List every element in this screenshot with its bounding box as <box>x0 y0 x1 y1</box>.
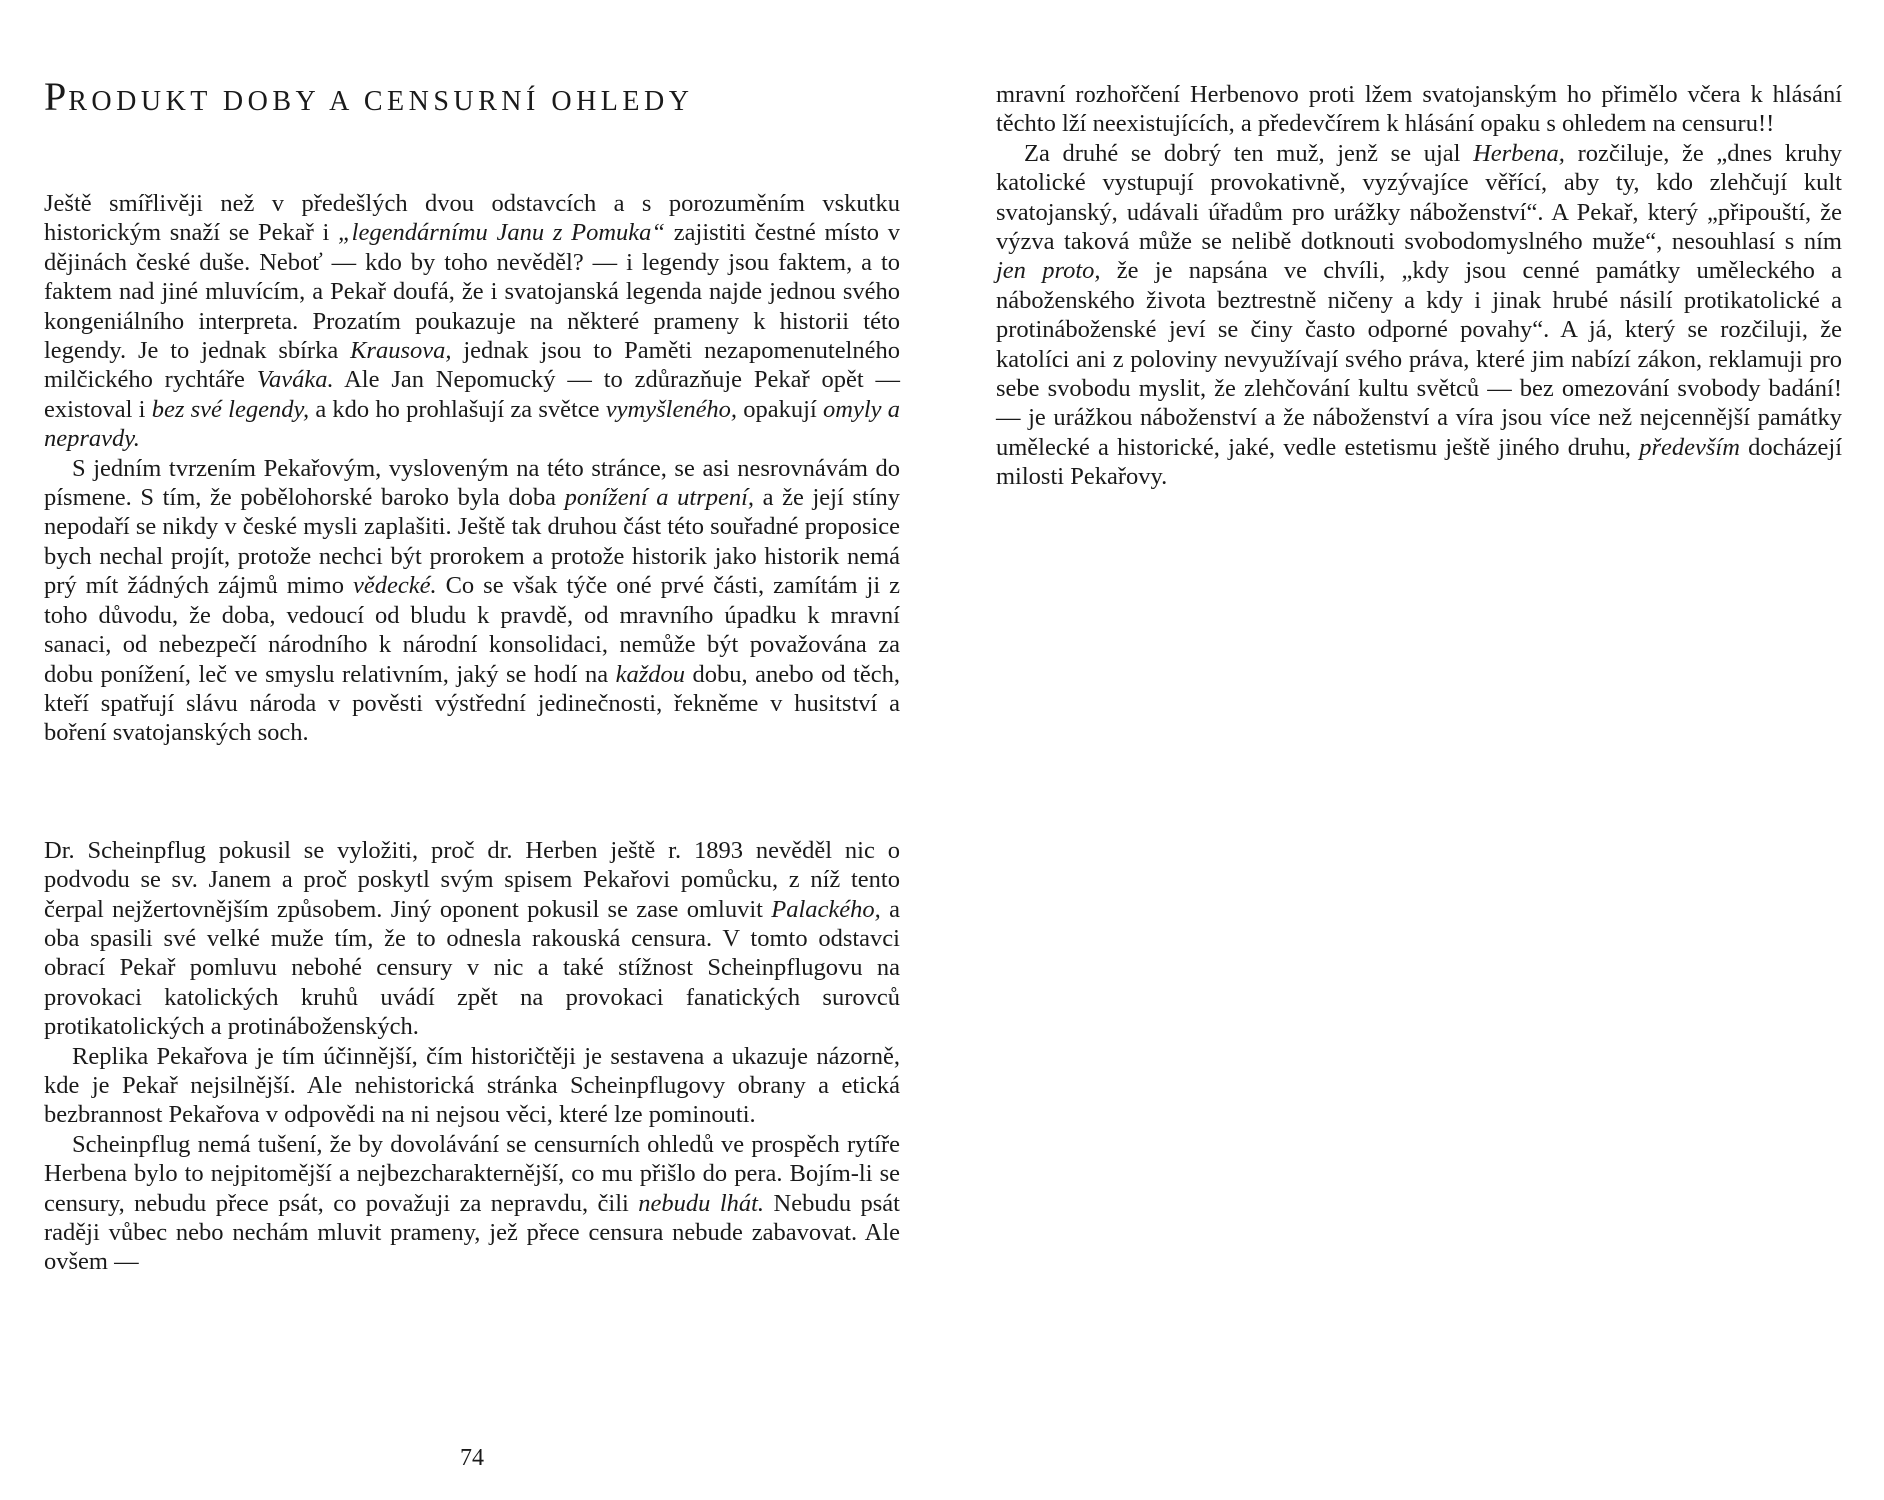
section-gap <box>44 748 900 836</box>
section-two <box>44 836 900 1277</box>
heading-rest: RODUKT DOBY A CENSURNÍ OHLEDY <box>68 86 694 117</box>
text-run: a že její stíny nepodaří se nikdy v české mysli zaplašiti. Ještě tak druhou část této souřadné proposice bych nechal projít, protože nechci být prorokem a protože historik jako historik nemá prý mít žádných zájmů mimo <box>44 484 901 600</box>
text-run: Ale Jan Nepomucký — to zdůrazňuje Pekař opět — existoval i <box>44 366 900 423</box>
section-one <box>44 189 900 748</box>
italic-run: nebudu lhát. <box>638 1189 765 1217</box>
paragraph <box>44 836 900 1042</box>
italic-run: omyly a nepravdy. <box>44 395 900 453</box>
paragraph <box>44 189 900 454</box>
italic-run: Herbena, <box>1473 139 1565 167</box>
paragraph <box>996 139 1842 492</box>
paragraph <box>996 80 1842 139</box>
italic-run: jen proto, <box>996 257 1101 285</box>
text-run: zajistiti čestné místo v dějinách české duše. Neboť — kdo by toho nevěděl? — i legendy jsou faktem, a to faktem nad jiné mluvícím, a Pekař doufá, že i svatojanská legenda najde jednou svého kongeniálního interpreta. Prozatím poukazuje na některé prameny k historii této legendy. Je to jednak sbírka <box>44 219 900 365</box>
page-number: 74 <box>460 1445 484 1471</box>
text-run: mravní rozhořčení Herbenovo proti lžem svatojanským ho přimělo včera k hlásání těchto lží neexistujících, a předevčírem k hlásání opaku s ohledem na censuru!! <box>996 81 1842 138</box>
text-run: že je napsána ve chvíli, „kdy jsou cenné památky uměleckého a náboženského života beztrestně ničeny a kdy i jinak hrubé násilí protikatolické a protináboženské jeví se činy často odporné povahy“. A já, který se rozčiluji, že katolíci ani z poloviny nevyužívají svého práva, které jim nabízí zákon, reklamuji pro sebe svobodu myslit, že zlehčování kultu světců — bez omezování svobody badání! — je urážkou náboženství a že náboženství a víra jsou více než nejcennější památky umělecké a historické, jaké, vedle estetismu ještě jiného druhu, <box>996 257 1842 461</box>
text-run: a oba spasili své velké muže tím, že to odnesla rakouská censura. V tomto odstavci obrací Pekař pomluvu nebohé censury v nic a také stížnost Scheinpflugovu na provokaci katolických kruhů uvádí zpět na provokaci fanatických surovců protikatolických a protináboženských. <box>44 895 900 1041</box>
paragraph <box>44 1130 900 1277</box>
italic-run: „legendárnímu Janu z Pomuka“ <box>338 219 666 247</box>
text-run: Replika Pekařova je tím účinnější, čím historičtěji je sestavena a ukazuje názorně, kde je Pekař nejsilnější. Ale nehistorická stránka Scheinpflugovy obrany a etická bezbrannost Pekařova v odpovědi na ni nejsou věci, které lze pominouti. <box>44 1042 900 1129</box>
paragraph <box>44 1042 900 1130</box>
right-page <box>996 80 1842 492</box>
text-run: Za druhé se dobrý ten muž, jenž se ujal <box>1024 139 1474 167</box>
italic-run: ponížení a utrpení, <box>564 484 755 512</box>
text-run: opakují <box>737 395 824 423</box>
text-run: dobu, anebo od těch, kteří spatřují slávu národa v pověsti výstřední jedinečnosti, řekněme v husitství a boření svatojanských soch. <box>44 660 901 747</box>
paragraph <box>44 454 900 748</box>
italic-run: především <box>1639 433 1740 461</box>
italic-run: Vaváka. <box>256 366 334 394</box>
text-run: rozčiluje, že „dnes kruhy katolické vystupují provokativně, vyzývajíce věřící, aby ty, kdo zlehčují kult svatojanský, udávali úřadům pro urážky náboženství“. A Pekař, který „připouští, že výzva taková může se nelibě dotknouti svobodomyslného muže“, nesouhlasí s ním <box>996 139 1842 256</box>
text-run: Ještě smířlivěji než v předešlých dvou odstavcích a s porozuměním vskutku historickým snaží se Pekař i <box>44 190 900 247</box>
italic-run: vědecké. <box>352 572 437 600</box>
text-run: jednak jsou to Paměti nezapomenutelného milčického rychtáře <box>44 337 900 394</box>
text-run: Scheinpflug nemá tušení, že by dovolávání se censurních ohledů ve prospěch rytíře Herbena bylo to nejpitomější a nejbezcharakternější, co mu přišlo do pera. Bojím-li se censury, nebudu přece psát, co považuji za nepravdu, čili <box>44 1130 900 1217</box>
italic-run: vymyšleného, <box>605 395 738 423</box>
text-run: Co se však týče oné prvé části, zamítám ji z toho důvodu, že doba, vedoucí od bludu k pravdě, od mravního úpadku k mravní sanaci, od nebezpečí národního k národní konsolidaci, nemůže být považována za dobu ponížení, leč ve smyslu relativním, jaký se hodí na <box>44 572 900 688</box>
text-run: S jedním tvrzením Pekařovým, vysloveným na této stránce, se asi nesrovnávám do písmene. S tím, že pobělohorské baroko byla doba <box>44 454 900 512</box>
chapter-heading <box>44 74 900 119</box>
text-run: docházejí milosti Pekařovy. <box>996 433 1842 491</box>
italic-run: Palackého, <box>771 895 881 923</box>
italic-run: bez své legendy, <box>151 395 310 423</box>
italic-run: Krausova, <box>350 337 452 365</box>
text-run: Dr. Scheinpflug pokusil se vyložiti, proč dr. Herben ještě r. 1893 nevěděl nic o podvodu se sv. Janem a proč poskytl svým spisem Pekařovi pomůcku, z níž tento čerpal nejžertovnějším způsobem. Jiný oponent pokusil se zase omluvit <box>44 836 900 923</box>
italic-run: každou <box>615 660 685 688</box>
heading-initial: P <box>44 74 69 119</box>
left-page <box>44 74 901 1277</box>
text-run: Nebudu psát raději vůbec nebo nechám mluvit prameny, jež přece censura nebude zabavovat. Ale ovšem — <box>44 1189 900 1276</box>
text-run: a kdo ho prohlašují za světce <box>309 395 606 423</box>
